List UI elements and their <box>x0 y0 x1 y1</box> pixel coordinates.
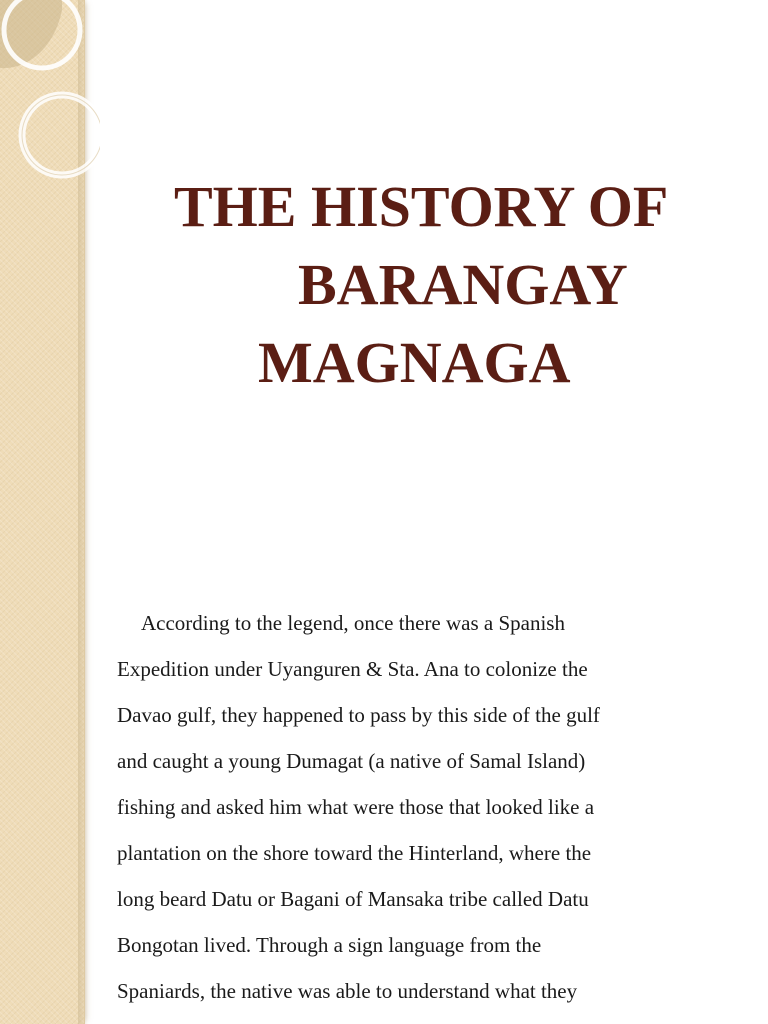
title-line-2: BARANGAY <box>298 252 628 317</box>
slide-title <box>100 168 740 402</box>
paragraph-line: long beard Datu or Bagani of Mansaka tribe called Datu <box>117 887 589 911</box>
legend-paragraph <box>117 600 737 1014</box>
title-line-3: MAGNAGA <box>258 330 571 395</box>
paragraph-line: Bongotan lived. Through a sign language from the <box>117 933 542 957</box>
paragraph-line: Spaniards, the native was able to understand what they <box>117 979 578 1003</box>
paragraph-line: plantation on the shore toward the Hinterland, where the <box>117 841 592 865</box>
paragraph-line: fishing and asked him what were those that looked like a <box>117 795 595 819</box>
title-line-1: THE HISTORY OF <box>174 174 669 239</box>
paragraph-line: and caught a young Dumagat (a native of Samal Island) <box>117 749 586 773</box>
decorative-rings-icon <box>0 0 100 200</box>
paragraph-line: Davao gulf, they happened to pass by this side of the gulf <box>117 703 600 727</box>
paragraph-line: According to the legend, once there was a Spanish <box>141 611 565 635</box>
paragraph-line: Expedition under Uyanguren & Sta. Ana to colonize the <box>117 657 588 681</box>
